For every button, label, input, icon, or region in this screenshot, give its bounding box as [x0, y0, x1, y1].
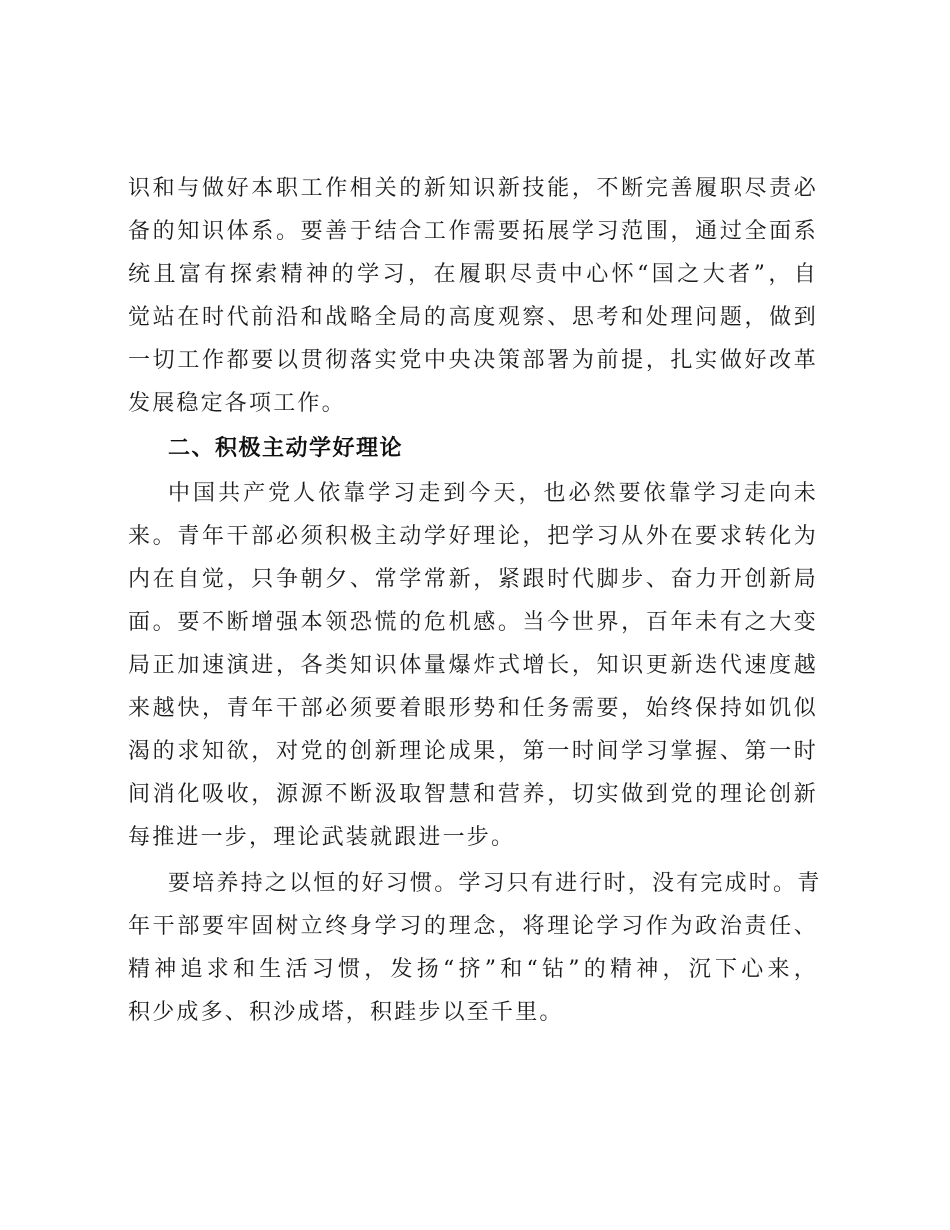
text-line: 备的知识体系。要善于结合工作需要拓展学习范围，通过全面系	[128, 219, 818, 244]
text-line: 每推进一步，理论武装就跟进一步。	[128, 825, 516, 850]
text-line: 精神追求和生活习惯，发扬“挤”和“钻”的精神，沉下心来，	[128, 957, 818, 982]
text-line: 面。要不断增强本领恐慌的危机感。当今世界，百年未有之大变	[128, 610, 818, 635]
text-line: 要培养持之以恒的好习惯。学习只有进行时，没有完成时。青	[168, 871, 822, 896]
section-heading: 二、积极主动学好理论	[168, 436, 404, 461]
text-line: 发展稳定各项工作。	[128, 391, 346, 416]
text-line: 来。青年干部必须积极主动学好理论，把学习从外在要求转化为	[128, 524, 818, 549]
text-line: 统且富有探索精神的学习，在履职尽责中心怀“国之大者”，自	[128, 262, 818, 287]
text-line: 识和与做好本职工作相关的新知识新技能，不断完善履职尽责必	[128, 176, 818, 201]
text-line: 年干部要牢固树立终身学习的理念，将理论学习作为政治责任、	[128, 914, 818, 939]
text-line: 中国共产党人依靠学习走到今天，也必然要依靠学习走向未	[168, 481, 818, 506]
text-line: 内在自觉，只争朝夕、常学常新，紧跟时代脚步、奋力开创新局	[128, 567, 818, 592]
text-line: 一切工作都要以贯彻落实党中央决策部署为前提，扎实做好改革	[128, 348, 818, 373]
text-line: 觉站在时代前沿和战略全局的高度观察、思考和处理问题，做到	[128, 305, 818, 330]
text-line: 间消化吸收，源源不断汲取智慧和营养，切实做到党的理论创新	[128, 782, 818, 807]
text-line: 积少成多、积沙成塔，积跬步以至千里。	[128, 1000, 564, 1025]
text-line: 来越快，青年干部必须要着眼形势和任务需要，始终保持如饥似	[128, 696, 818, 721]
text-line: 渴的求知欲，对党的创新理论成果，第一时间学习掌握、第一时	[128, 739, 818, 764]
text-line: 局正加速演进，各类知识体量爆炸式增长，知识更新迭代速度越	[128, 653, 818, 678]
